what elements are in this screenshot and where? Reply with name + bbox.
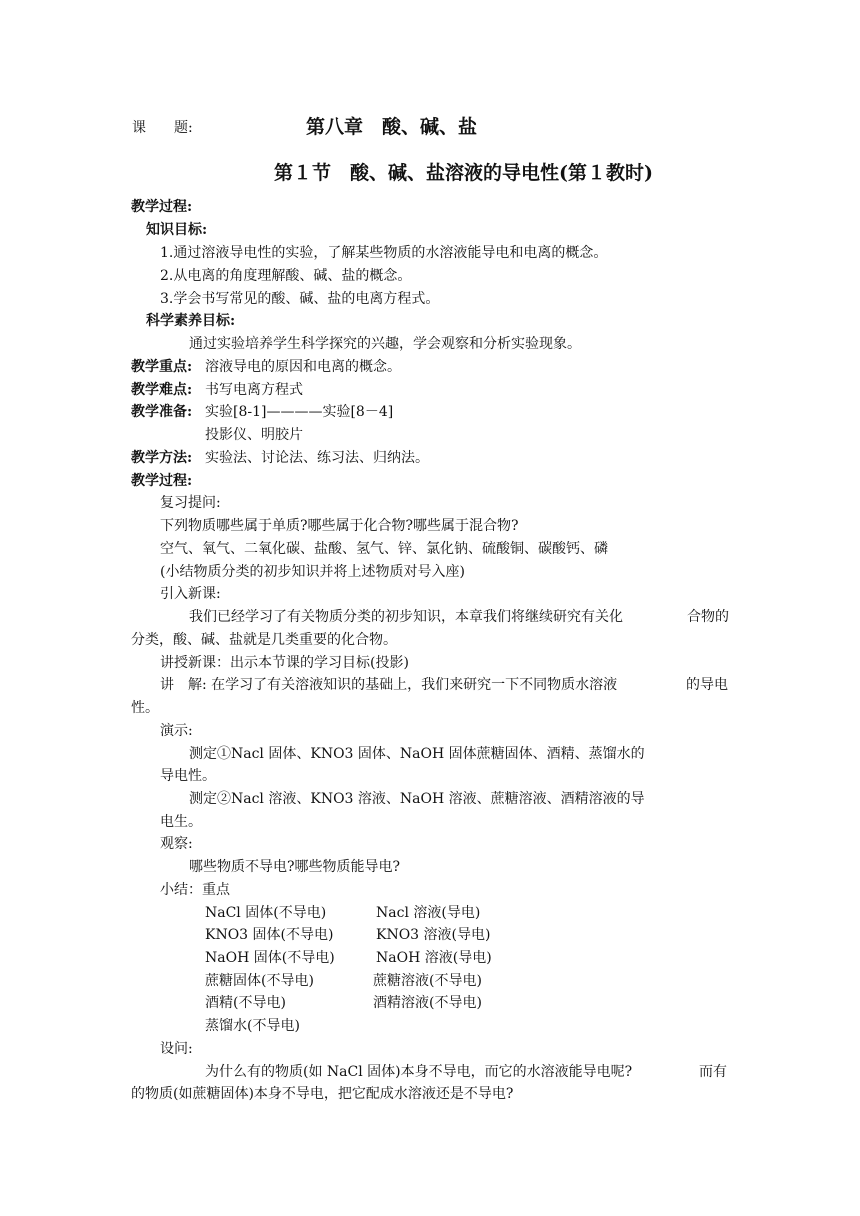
question-2: 空气、氧气、二氧化碳、盐酸、氢气、锌、氯化钠、硫酸铜、碳酸钙、磷 xyxy=(160,541,608,557)
demo-1a: 测定①Nacl 固体、KNO3 固体、NaOH 固体蔗糖固体、酒精、蒸馏水的 xyxy=(189,746,645,762)
goal-1: 1.通过溶液导电性的实验，了解某些物质的水溶液能导电和电离的概念。 xyxy=(160,245,608,261)
table-cell: 蔗糖固体(不导电) xyxy=(205,973,314,989)
subject-label: 课 题: xyxy=(132,120,193,136)
process-label: 教学过程: xyxy=(131,199,193,215)
lecture-line: 讲授新课：出示本节课的学习目标(投影) xyxy=(160,655,409,671)
key-label: 教学重点: xyxy=(131,359,193,375)
table-cell: NaOH 溶液(导电) xyxy=(376,950,492,966)
explain-line-b: 的导电 xyxy=(686,677,728,693)
table-cell: NaOH 固体(不导电) xyxy=(205,950,335,966)
demo-1b: 导电性。 xyxy=(160,768,216,784)
table-cell: 蒸馏水(不导电) xyxy=(205,1018,300,1034)
table-cell: 酒精(不导电) xyxy=(205,995,286,1011)
table-cell: KNO3 固体(不导电) xyxy=(205,927,334,943)
observe-label: 观察: xyxy=(160,836,193,852)
table-cell: Nacl 溶液(导电) xyxy=(376,905,481,921)
table-cell: 酒精溶液(不导电) xyxy=(373,995,482,1011)
demo-2b: 电生。 xyxy=(160,814,202,830)
goal-2: 2.从电离的角度理解酸、碱、盐的概念。 xyxy=(160,268,412,284)
table-cell: 蔗糖溶液(不导电) xyxy=(373,973,482,989)
summary-label: 小结：重点 xyxy=(160,882,230,898)
knowledge-label: 知识目标: xyxy=(146,222,208,238)
preparation-label: 教学准备: xyxy=(131,404,193,420)
explain-line-2: 性。 xyxy=(131,700,159,716)
intro-label: 引入新课: xyxy=(160,586,221,602)
ask-line-1a: 为什么有的物质(如 NaCl 固体)本身不导电，而它的水溶液能导电呢? xyxy=(205,1064,633,1080)
review-label: 复习提问: xyxy=(160,495,221,511)
demo-label: 演示: xyxy=(160,723,193,739)
goal-3: 3.学会书写常见的酸、碱、盐的电离方程式。 xyxy=(160,291,440,307)
preparation-text-2: 投影仪、明胶片 xyxy=(205,427,303,443)
section-title: 第１节 酸、碱、盐溶液的导电性(第１教时) xyxy=(274,162,653,184)
science-text: 通过实验培养学生科学探究的兴趣，学会观察和分析实验现象。 xyxy=(189,336,581,352)
ask-line-1b: 而有 xyxy=(699,1064,727,1080)
chapter-title: 第八章 酸、碱、盐 xyxy=(306,116,478,138)
question-1: 下列物质哪些属于单质?哪些属于化合物?哪些属于混合物? xyxy=(160,518,519,534)
difficulty-label: 教学难点: xyxy=(131,382,193,398)
ask-line-2: 的物质(如蔗糖固体)本身不导电，把它配成水溶液还是不导电? xyxy=(131,1086,514,1102)
explain-line-a: 讲 解: 在学习了有关溶液知识的基础上，我们来研究一下不同物质水溶液 xyxy=(160,677,618,693)
intro-text-1b: 合物的 xyxy=(687,609,729,625)
ask-label: 设问: xyxy=(160,1041,193,1057)
question-3: (小结物质分类的初步知识并将上述物质对号入座) xyxy=(160,564,465,580)
table-cell: KNO3 溶液(导电) xyxy=(376,927,491,943)
preparation-text-1: 实验[8-1]————实验[8－4] xyxy=(205,404,394,420)
method-text: 实验法、讨论法、练习法、归纳法。 xyxy=(205,450,429,466)
table-cell: NaCl 固体(不导电) xyxy=(205,905,327,921)
demo-2a: 测定②Nacl 溶液、KNO3 溶液、NaOH 溶液、蔗糖溶液、酒精溶液的导 xyxy=(189,791,645,807)
process-label-2: 教学过程: xyxy=(131,473,193,489)
key-text: 溶液导电的原因和电离的概念。 xyxy=(205,359,401,375)
intro-text-1a: 我们已经学习了有关物质分类的初步知识，本章我们将继续研究有关化 xyxy=(189,609,623,625)
observe-question: 哪些物质不导电?哪些物质能导电? xyxy=(189,859,401,875)
method-label: 教学方法: xyxy=(131,450,193,466)
intro-text-2: 分类，酸、碱、盐就是几类重要的化合物。 xyxy=(131,632,397,648)
science-label: 科学素养目标: xyxy=(146,313,236,329)
difficulty-text: 书写电离方程式 xyxy=(205,382,303,398)
